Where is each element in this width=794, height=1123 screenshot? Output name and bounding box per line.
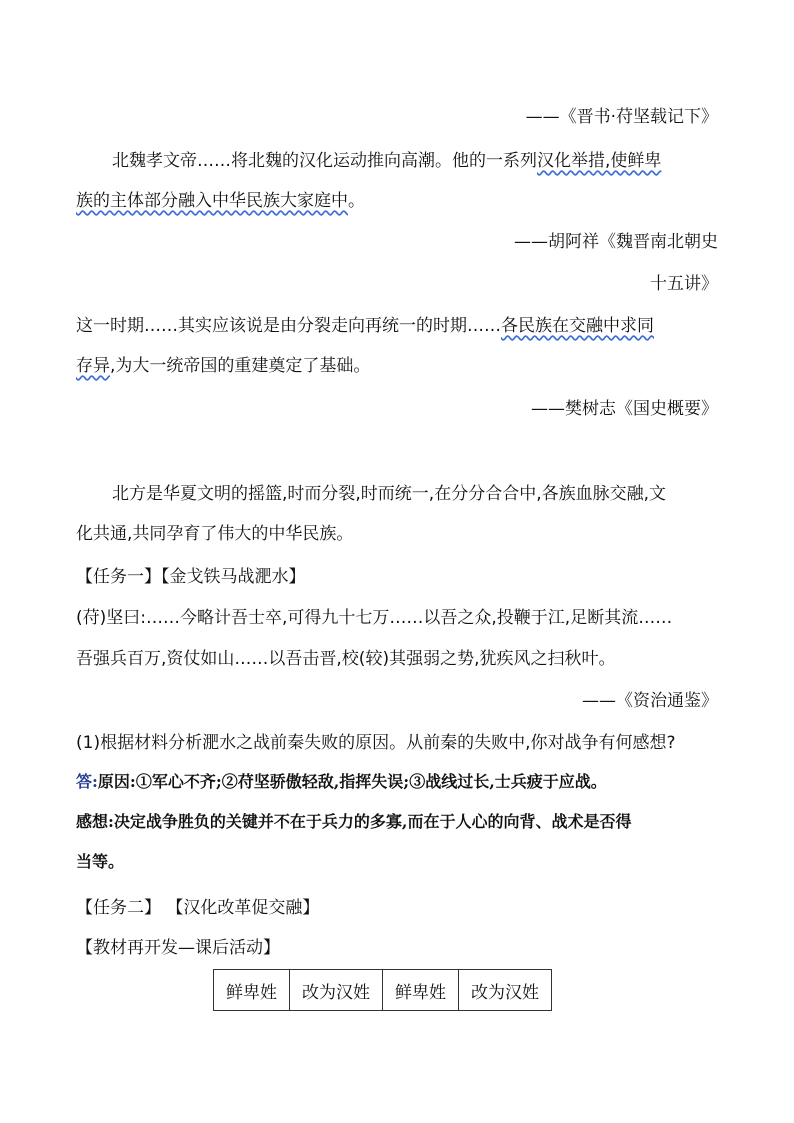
- paragraph-north-cradle-line2: 化共通,共同孕育了伟大的中华民族。: [76, 524, 354, 544]
- task1-heading: 【任务一】【金戈铁马战淝水】: [76, 567, 306, 587]
- paragraph-period-line1: [76, 312, 718, 340]
- table-header-cell: 改为汉姓: [459, 970, 552, 1011]
- task2-heading: 【任务二】 【汉化改革促交融】: [76, 898, 320, 918]
- source-fan-shuzhi: ——樊树志《国史概要》: [531, 399, 718, 419]
- quote-line1: (苻)坚曰:……今略计吾士卒,可得九十七万……以吾之众,投鞭于江,足断其流……: [76, 608, 673, 628]
- paragraph-northern-wei-line2: [76, 187, 718, 215]
- surname-table: [213, 969, 552, 1011]
- para2-end: 。: [348, 191, 365, 211]
- para3-underline-1: 各民族在交融中求同: [501, 316, 654, 336]
- para3-end: ,为大一统帝国的重建奠定了基础。: [110, 356, 371, 376]
- para3-underline-2: 存异: [76, 356, 110, 376]
- para2-underline-1: 汉化举措,使鲜卑: [537, 151, 662, 171]
- question-1: (1)根据材料分析淝水之战前秦失败的原因。从前秦的失败中,你对战争有何感想?: [76, 733, 676, 753]
- source-hu-axiang-line2: 十五讲》: [650, 274, 718, 294]
- table-header-cell: 鲜卑姓: [214, 970, 290, 1011]
- answer-line2: 感想:决定战争胜负的关键并不在于兵力的多寡,而在于人心的向背、战术是否得: [76, 812, 632, 831]
- table-header-cell: 改为汉姓: [290, 970, 383, 1011]
- answer-line1: [76, 768, 718, 796]
- para2-text: 北魏孝文帝……将北魏的汉化运动推向高潮。他的一系列: [112, 151, 537, 171]
- table-header-cell: 鲜卑姓: [383, 970, 459, 1011]
- paragraph-northern-wei-line1: [112, 147, 718, 175]
- source-zizhi-tongjian: ——《资治通鉴》: [582, 691, 718, 711]
- quote-line2: 吾强兵百万,资仗如山……以吾击晋,校(较)其强弱之势,犹疾风之扫秋叶。: [76, 649, 616, 669]
- source-hu-axiang-line1: ——胡阿祥《魏晋南北朝史: [514, 232, 718, 252]
- para3-text: 这一时期……其实应该说是由分裂走向再统一的时期……: [76, 316, 501, 336]
- answer-line3: 当等。: [76, 852, 125, 871]
- activity-heading: 【教材再开发—课后活动】: [76, 938, 280, 958]
- paragraph-period-line2: [76, 352, 718, 380]
- paragraph-north-cradle-line1: 北方是华夏文明的摇篮,时而分裂,时而统一,在分分合合中,各族血脉交融,文: [112, 484, 667, 504]
- table-row: [214, 970, 552, 1011]
- source-jinshu: ——《晋书·苻坚载记下》: [525, 107, 718, 127]
- answer-reasons: 原因:①军心不齐;②苻坚骄傲轻敌,指挥失误;③战线过长,士兵疲于应战。: [97, 772, 607, 791]
- answer-label: 答:: [76, 772, 98, 791]
- para2-underline-2: 族的主体部分融入中华民族大家庭中: [76, 191, 348, 211]
